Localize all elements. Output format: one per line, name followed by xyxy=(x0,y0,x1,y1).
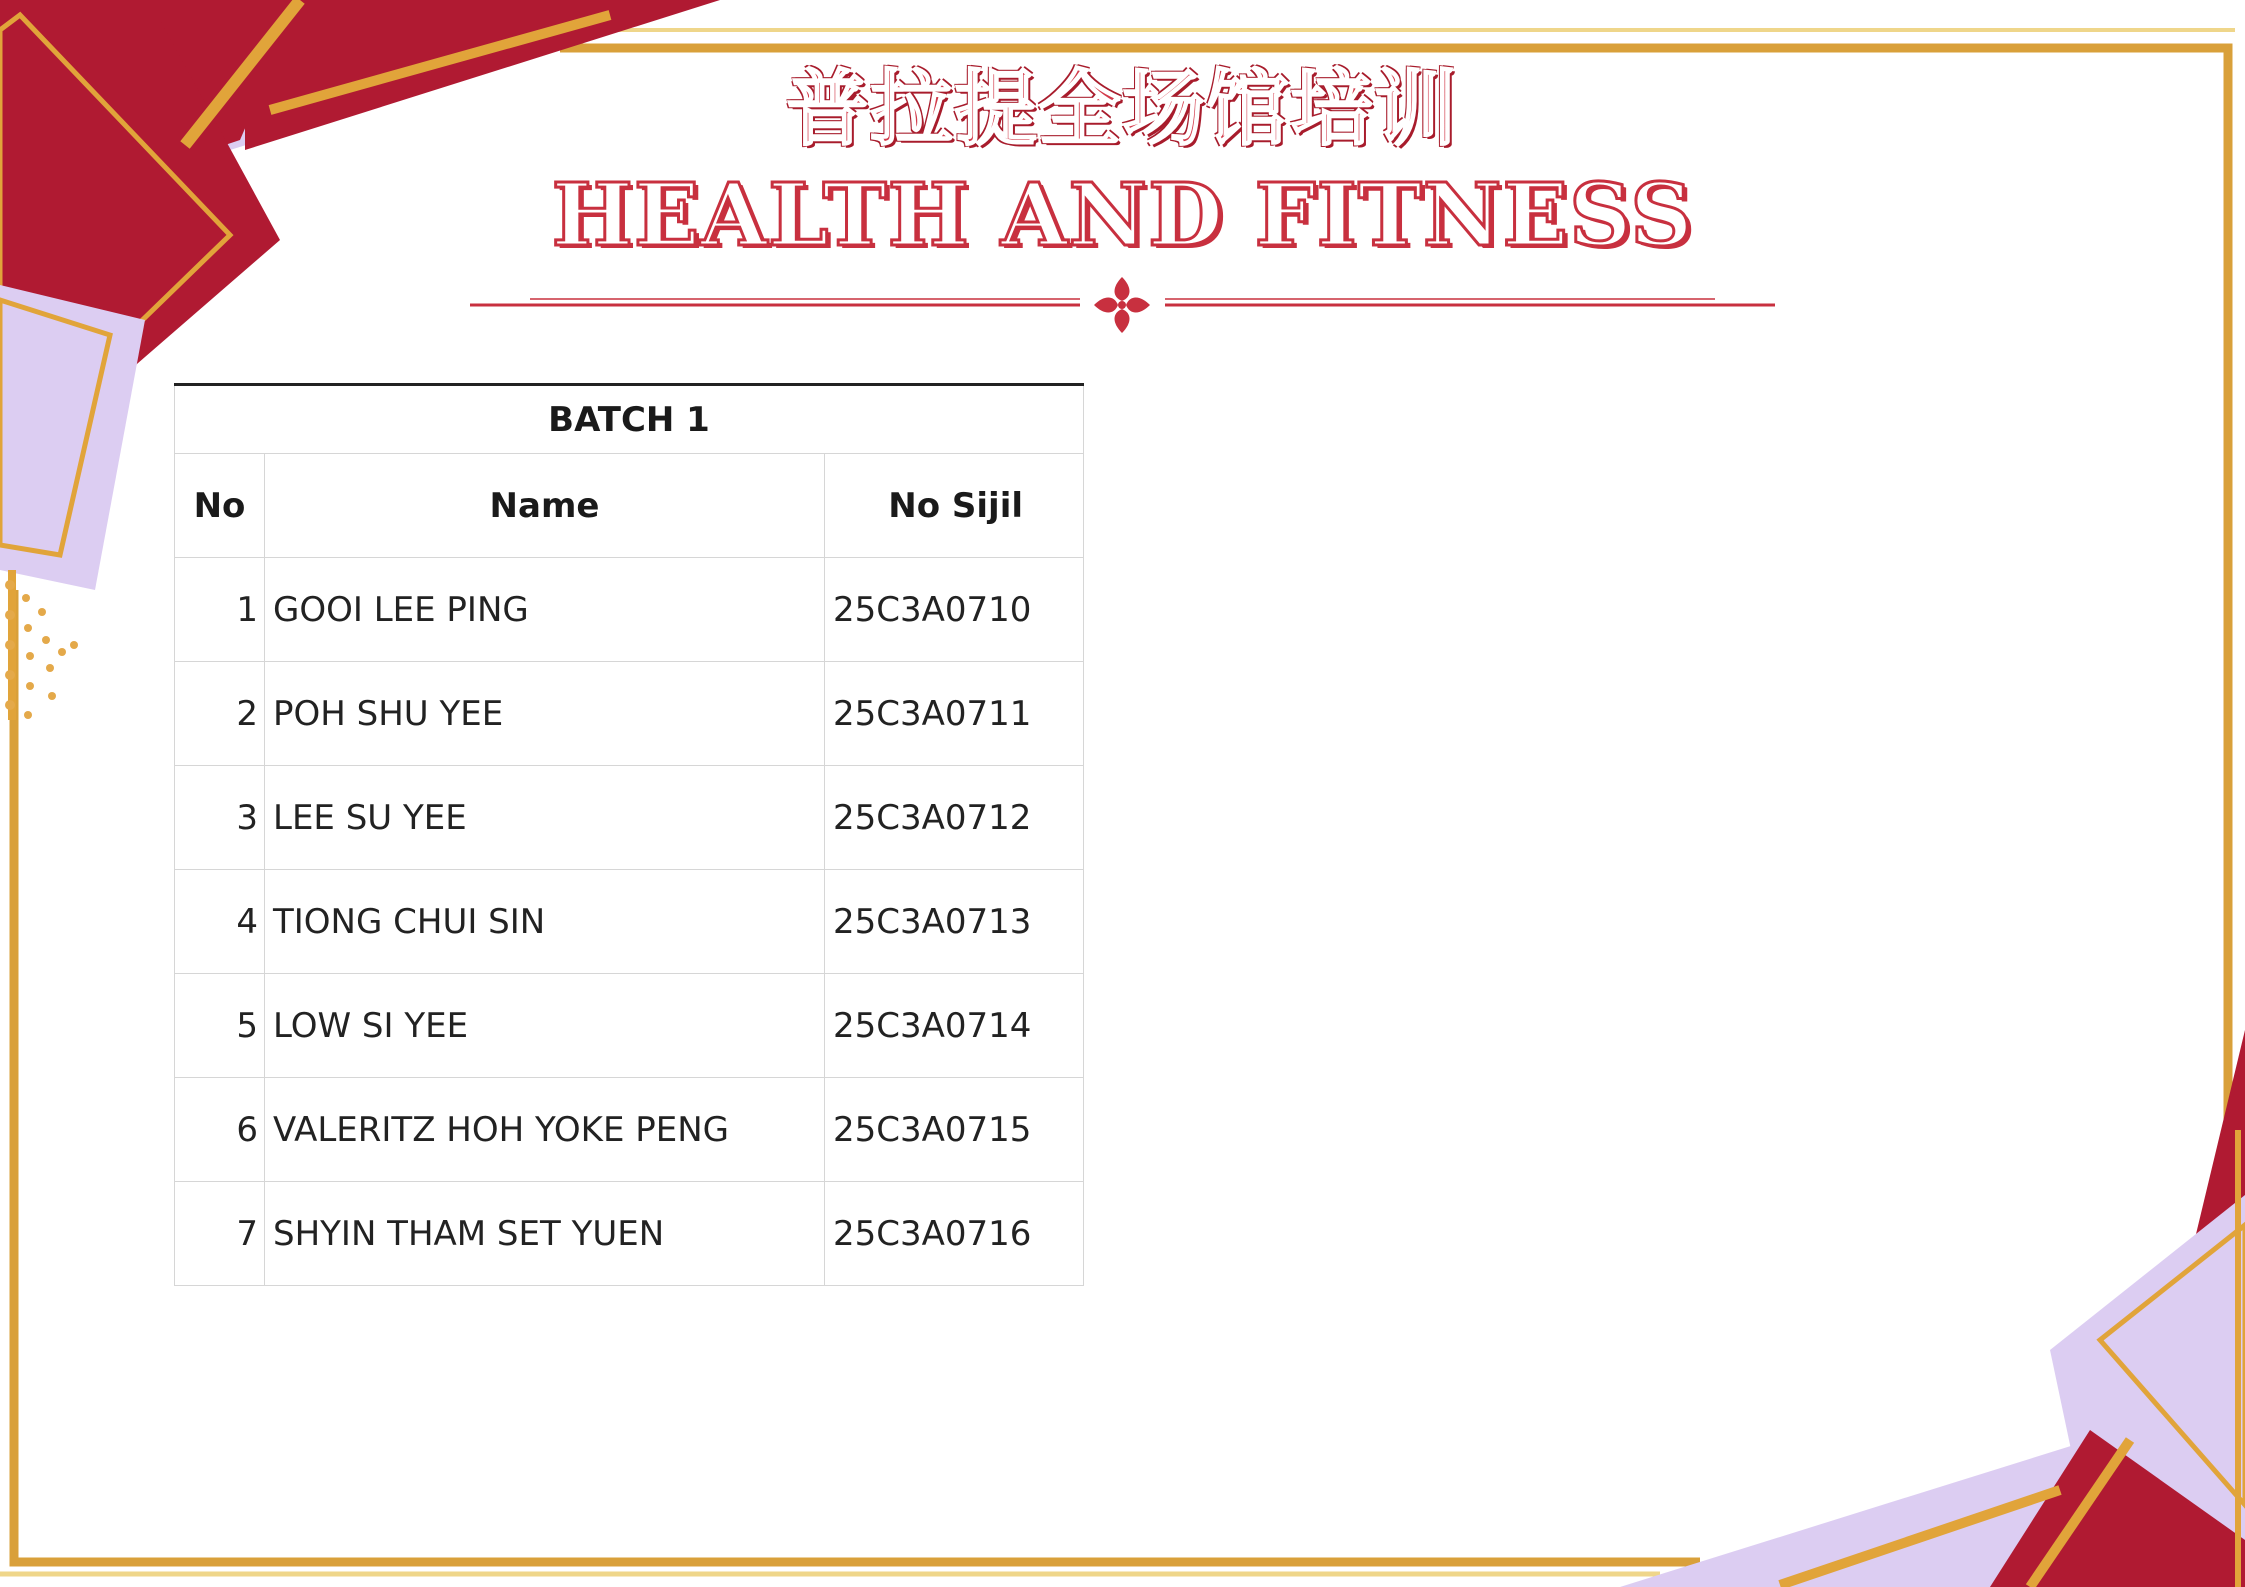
batch-header-row xyxy=(175,385,1084,454)
column-header-row xyxy=(175,454,1084,558)
chinese-title: 普拉提全场馆培训 xyxy=(786,62,1459,157)
column-header-sijil: No Sijil xyxy=(825,454,1084,558)
table-row xyxy=(175,662,1084,766)
table-row xyxy=(175,558,1084,662)
row-number: 7 xyxy=(175,1182,265,1286)
page-header xyxy=(0,60,2245,266)
column-header-no: No xyxy=(175,454,265,558)
participant-name: SHYIN THAM SET YUEN xyxy=(265,1182,825,1286)
certificate-number: 25C3A0716 xyxy=(825,1182,1084,1286)
participant-name: LOW SI YEE xyxy=(265,974,825,1078)
table-row xyxy=(175,870,1084,974)
participant-table xyxy=(174,383,1084,1286)
certificate-number: 25C3A0715 xyxy=(825,1078,1084,1182)
batch-label: BATCH 1 xyxy=(175,385,1084,454)
certificate-number: 25C3A0710 xyxy=(825,558,1084,662)
participant-name: POH SHU YEE xyxy=(265,662,825,766)
certificate-number: 25C3A0714 xyxy=(825,974,1084,1078)
flower-ornament-icon xyxy=(1094,277,1150,333)
english-title: HEALTH AND FITNESS xyxy=(551,165,1694,266)
table-row xyxy=(175,1078,1084,1182)
participant-name: LEE SU YEE xyxy=(265,766,825,870)
certificate-number: 25C3A0713 xyxy=(825,870,1084,974)
row-number: 5 xyxy=(175,974,265,1078)
column-header-name: Name xyxy=(265,454,825,558)
row-number: 4 xyxy=(175,870,265,974)
participant-name: GOOI LEE PING xyxy=(265,558,825,662)
row-number: 6 xyxy=(175,1078,265,1182)
row-number: 2 xyxy=(175,662,265,766)
row-number: 3 xyxy=(175,766,265,870)
participant-name: TIONG CHUI SIN xyxy=(265,870,825,974)
bottom-right-corner-shapes xyxy=(1620,1030,2245,1587)
participant-name: VALERITZ HOH YOKE PENG xyxy=(265,1078,825,1182)
title-divider xyxy=(470,275,1775,335)
row-number: 1 xyxy=(175,558,265,662)
table-row xyxy=(175,1182,1084,1286)
table-row xyxy=(175,974,1084,1078)
table-row xyxy=(175,766,1084,870)
certificate-number: 25C3A0711 xyxy=(825,662,1084,766)
certificate-number: 25C3A0712 xyxy=(825,766,1084,870)
